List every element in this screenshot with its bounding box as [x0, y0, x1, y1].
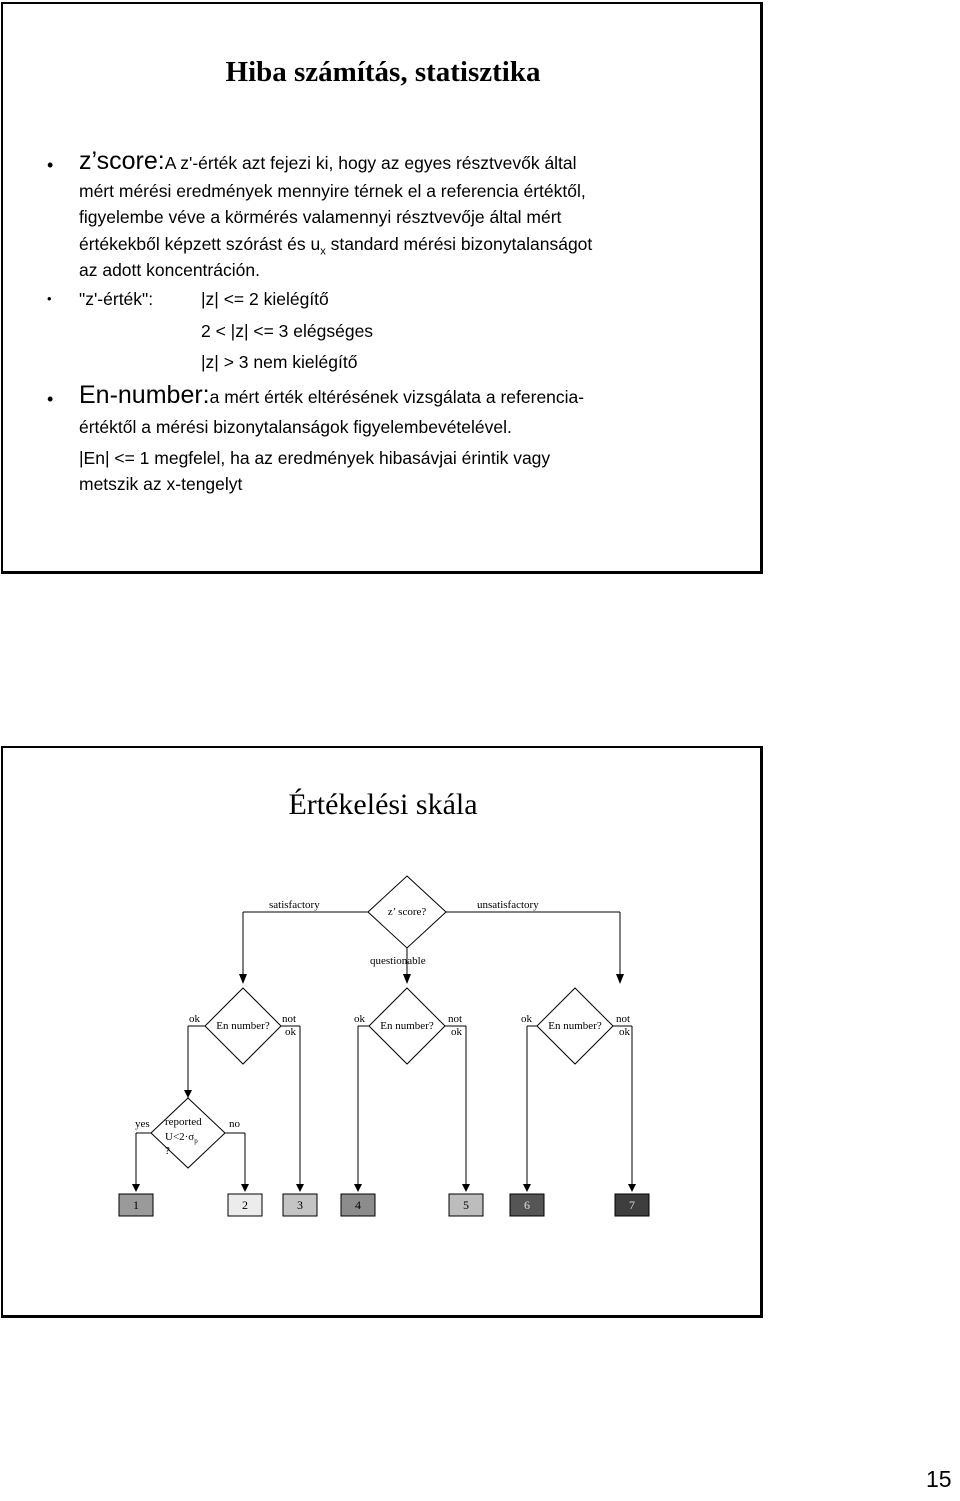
z-line4-a: értékekből képzett szórást és u [79, 234, 321, 254]
satisfactory-label: satisfactory [269, 899, 320, 911]
result-boxes [119, 1194, 649, 1216]
result-box-label-3: 3 [297, 1198, 303, 1212]
en-line-1 [79, 382, 584, 411]
ok-label: ok [189, 1013, 200, 1025]
en-line-3: |En| <= 1 megfelel, ha az eredmények hibasávjai érintik vagy [79, 448, 551, 468]
z-score-text: A z'-érték azt fejezi ki, hogy az egyes résztvevők által [164, 153, 577, 173]
en-text: a mért érték eltérésének vizsgálata a referencia- [209, 387, 585, 407]
zval-label: "z'-érték": [79, 289, 154, 309]
no-label: no [229, 1118, 240, 1130]
en-label-left: En number? [216, 1020, 270, 1032]
slide-title: Hiba számítás, statisztika [225, 56, 541, 88]
not-label: not [448, 1013, 463, 1025]
z-line4-b: standard mérési bizonytalanságot [325, 234, 593, 254]
question-mark-label: ? [165, 1145, 170, 1157]
z-score-line-5: az adott koncentráción. [79, 260, 260, 280]
reported-label: reported [165, 1116, 202, 1128]
slide-title: Értékelési skála [288, 788, 478, 821]
en-line-2: értéktől a mérési bizonytalanságok figyelembevételével. [79, 417, 512, 437]
page-number: 15 [926, 1466, 952, 1492]
z-score-term: z’score: [79, 147, 165, 175]
result-box-label-2: 2 [242, 1198, 248, 1212]
zval-row-1: |z| <= 2 kielégítő [201, 289, 329, 309]
ux-subscript: x [320, 245, 326, 258]
bullet-dot: • [47, 389, 54, 409]
yes-label: yes [135, 1118, 150, 1130]
z-score-line-2: mért mérési eredmények mennyire térnek el a referencia értéktől, [79, 181, 586, 201]
zval-row-2: 2 < |z| <= 3 elégséges [201, 321, 374, 341]
slide-evaluation-scale [1, 746, 763, 1318]
zscore-decision-label: z’ score? [387, 906, 427, 918]
en-label-right: En number? [548, 1020, 602, 1032]
u-condition-label: $U<2\cdot\sigma_p$ [165, 1131, 198, 1145]
result-box-label-7: 7 [629, 1198, 635, 1212]
en-label-middle: En number? [380, 1020, 434, 1032]
result-box-label-4: 4 [355, 1198, 361, 1212]
en-line-4: metszik az x-tengelyt [79, 474, 243, 494]
z-score-line-1 [79, 148, 577, 177]
en-term: En-number: [79, 381, 210, 409]
result-box-label-5: 5 [463, 1198, 469, 1212]
z-score-line-3: figyelembe véve a körmérés valamennyi résztvevője által mért [79, 207, 562, 227]
questionable-label: questionable [370, 955, 426, 967]
not-ok-label: ok [619, 1026, 630, 1038]
not-ok-label: ok [285, 1026, 296, 1038]
zval-row-3: |z| > 3 nem kielégítő [201, 352, 358, 372]
unsatisfactory-label: unsatisfactory [477, 899, 539, 911]
bullet-dot: • [47, 291, 52, 306]
slide-error-statistics [1, 2, 763, 574]
result-box-label-1: 1 [133, 1198, 139, 1212]
evaluation-flowchart [3, 748, 761, 1316]
not-label: not [282, 1013, 297, 1025]
not-label: not [616, 1013, 631, 1025]
ok-label: ok [354, 1013, 365, 1025]
ok-label: ok [521, 1013, 532, 1025]
not-ok-label: ok [451, 1026, 462, 1038]
bullet-dot: • [47, 155, 54, 175]
result-box-label-6: 6 [524, 1198, 530, 1212]
